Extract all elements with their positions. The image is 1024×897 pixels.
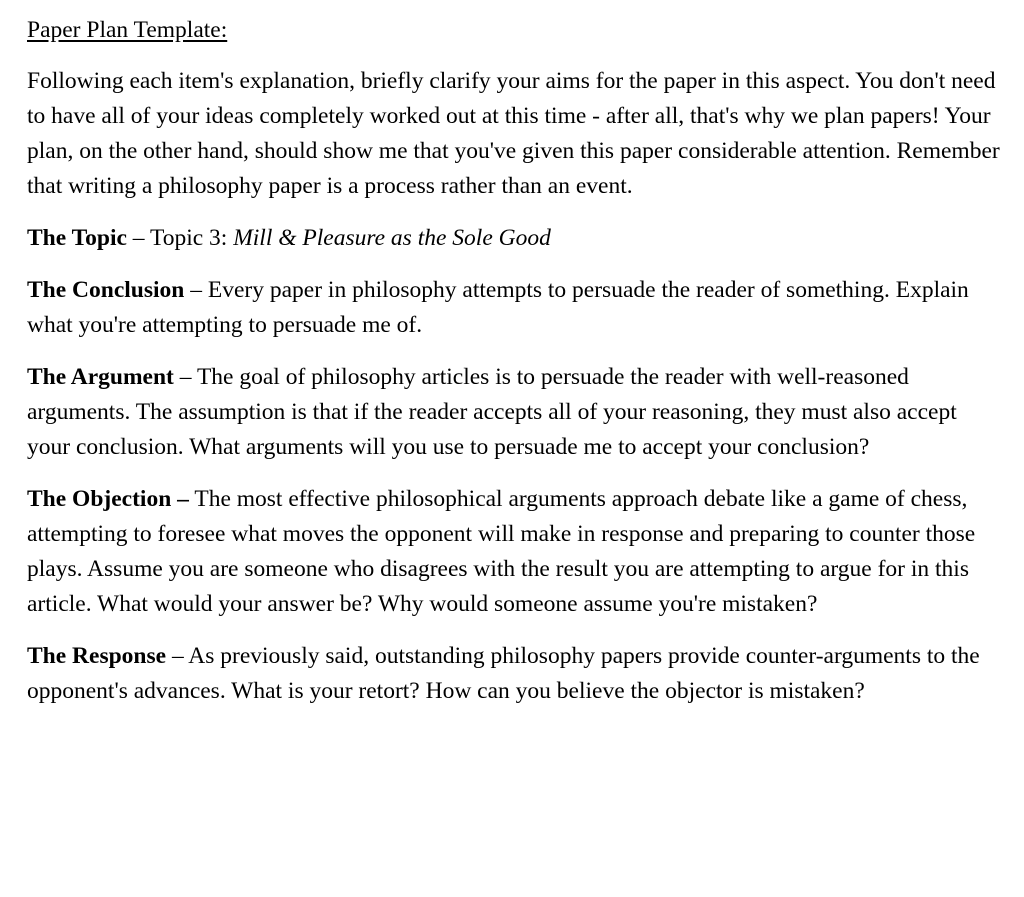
section-text-objection: The most effective philosophical arguments approach debate like a game of chess, attempting to foresee what moves the opponent will make in response and preparing to counter those plays. Assume you are someone who disagrees with the result you are attempting to argue for in this article. What would your answer be? Why would someone assume you're mistaken? bbox=[27, 486, 976, 617]
section-separator: – bbox=[184, 277, 208, 303]
section-text-topic: Topic 3: bbox=[150, 225, 234, 251]
section-label-conclusion: The Conclusion bbox=[27, 277, 185, 303]
section-text-conclusion: Every paper in philosophy attempts to persuade the reader of something. Explain what you're attempting to persuade me of. bbox=[27, 277, 969, 338]
section-text-response: As previously said, outstanding philosophy papers provide counter-arguments to the opponent's advances. What is your retort? How can you believe the objector is mistaken? bbox=[27, 643, 980, 704]
intro-paragraph: Following each item's explanation, briefly clarify your aims for the paper in this aspect. You don't need to have all of your ideas completely worked out at this time - after all, that's why we plan papers! Your plan, on the other hand, should show me that you've given this paper considerable attention. Remember that writing a philosophy paper is a process rather than an event. bbox=[27, 68, 1000, 199]
section-label-response: The Response bbox=[27, 643, 167, 669]
section-conclusion bbox=[27, 273, 1004, 343]
section-separator: – bbox=[166, 643, 189, 669]
section-text-argument: The goal of philosophy articles is to persuade the reader with well-reasoned arguments. The assumption is that if the reader accepts all of your reasoning, they must also accept your conclusion. What arguments will you use to persuade me to accept your conclusion? bbox=[27, 364, 957, 460]
document-title: Paper Plan Template: bbox=[27, 17, 228, 43]
topic-title: Mill & Pleasure as the Sole Good bbox=[233, 225, 551, 251]
section-label-objection: The Objection – bbox=[27, 486, 189, 512]
section-separator: – bbox=[126, 225, 150, 251]
section-response bbox=[27, 639, 1004, 709]
section-label-argument: The Argument bbox=[27, 364, 174, 390]
section-argument bbox=[27, 360, 1004, 465]
section-topic bbox=[27, 221, 1004, 256]
section-label-topic: The Topic bbox=[27, 225, 127, 251]
section-separator: – bbox=[173, 364, 197, 390]
section-objection bbox=[27, 482, 1004, 622]
